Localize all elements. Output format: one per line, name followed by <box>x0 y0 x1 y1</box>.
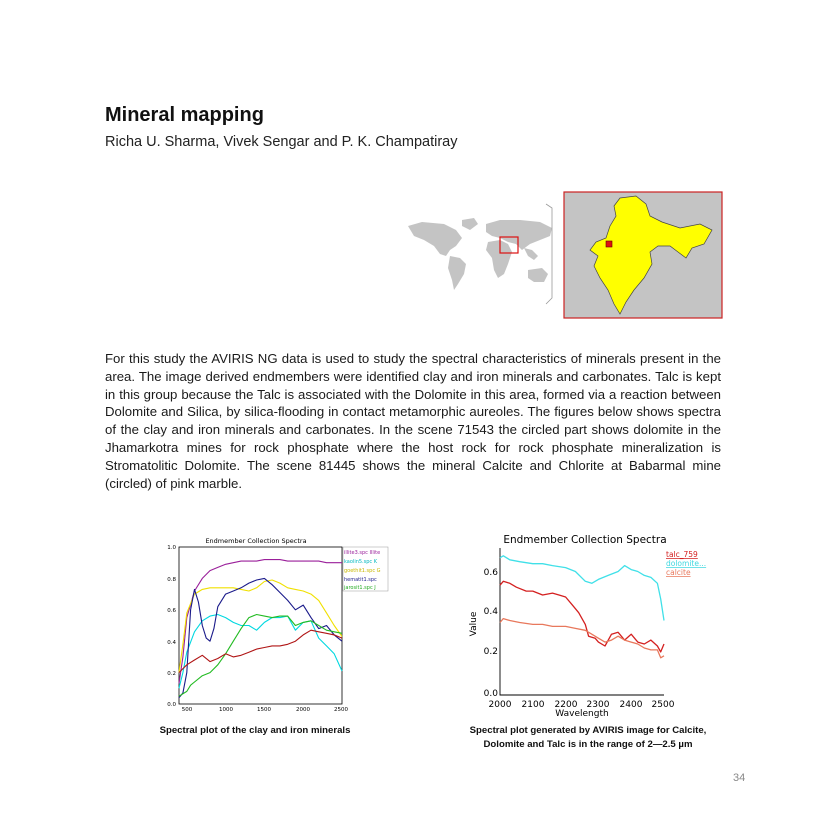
caption-right <box>448 724 728 752</box>
y-tick-label: 1.0 <box>167 545 176 551</box>
x-axis-label: Wavelength <box>555 709 609 719</box>
carbonate-spectra-chart <box>464 528 707 720</box>
y-tick-label: 0.0 <box>483 689 498 699</box>
series-line-4 <box>179 578 342 697</box>
x-tick-label: 2000 <box>296 707 310 713</box>
legend-entry: jarosit1.spc J <box>344 585 376 591</box>
clay-iron-spectra-chart <box>160 534 390 714</box>
series-lines <box>179 560 342 698</box>
x-tick-label: 1500 <box>257 707 271 713</box>
x-tick-label: 1000 <box>219 707 233 713</box>
world-north-america <box>408 222 462 256</box>
legend-entry: calcite <box>666 568 691 577</box>
legend-entry: talc_759 <box>666 550 698 559</box>
study-area-marker <box>606 241 612 247</box>
series-line-2 <box>500 556 664 621</box>
y-tick-label: 0.8 <box>167 577 176 583</box>
x-tick-label: 2000 <box>488 700 512 710</box>
y-axis-label: Value <box>469 611 479 637</box>
y-tick-label: 0.4 <box>483 607 498 617</box>
legend-entry: goethit1.spc G <box>344 568 381 574</box>
series-line-3 <box>500 619 664 658</box>
y-tick-label: 0.4 <box>167 640 176 646</box>
authors: Richa U. Sharma, Vivek Sengar and P. K. Champatiray <box>105 134 458 150</box>
x-tick-label: 2300 <box>586 700 610 710</box>
y-tick-label: 0.6 <box>483 568 498 578</box>
y-tick-label: 0.2 <box>167 671 176 677</box>
india-inset <box>564 192 722 318</box>
plot-frame <box>179 547 342 704</box>
world-map <box>408 218 552 290</box>
legend-entry: dolomite... <box>666 559 707 568</box>
x-tick-label: 2500 <box>651 700 675 710</box>
x-tick-label: 2100 <box>521 700 545 710</box>
chart-title: Endmember Collection Spectra <box>205 537 307 545</box>
axis-ticks <box>484 568 675 710</box>
world-greenland <box>462 218 478 230</box>
world-south-america <box>448 256 466 290</box>
x-tick-label: 2500 <box>334 707 348 713</box>
legend <box>343 547 388 591</box>
series-lines <box>500 556 664 658</box>
series-line-2 <box>179 615 342 689</box>
y-tick-label: 0.2 <box>483 647 498 657</box>
x-tick-label: 2200 <box>554 700 578 710</box>
location-map <box>400 186 730 322</box>
axis-lines <box>500 548 664 695</box>
x-tick-label: 500 <box>181 707 193 713</box>
y-tick-label: 0.0 <box>167 702 176 708</box>
legend-entry: hematit1.spc <box>344 577 377 583</box>
legend-entry: kaolin5.spc K <box>344 559 378 565</box>
leader-line <box>546 204 552 304</box>
body-paragraph: For this study the AVIRIS NG data is used to study the spectral characteristics of minerals present in the area. The image derived endmembers were identified clay and iron minerals and carbonates. Talc is kept in this group because the Talc is associated with the Dolomite in this area, formed via a reaction between Dolomite and Silica, by silica-flooding in contact metamorphic aureoles. The figures below shows spectra of the clay and iron minerals and carbonates. In the scene 71543 the circled part shows dolomite in the Jhamarkotra mines for rock phosphate where the host rock for rock phosphate mineralization is Stromatolitic Dolomite. The scene 81445 shows the mineral Calcite and Chlorite at Babarmal mine (circled) of pink marble. <box>105 351 721 491</box>
x-tick-label: 2400 <box>619 700 643 710</box>
series-line-1 <box>500 581 664 652</box>
page-number: 34 <box>733 772 746 784</box>
legend <box>666 550 706 577</box>
chart-title: Endmember Collection Spectra <box>503 534 667 546</box>
world-southeast-asia <box>524 248 538 260</box>
page-title: Mineral mapping <box>105 104 264 126</box>
series-line-1 <box>179 560 342 684</box>
legend-entry: illite3.spc Illite <box>344 550 381 556</box>
caption-left: Spectral plot of the clay and iron minerals <box>159 725 351 736</box>
world-australia <box>528 268 548 282</box>
world-africa <box>486 240 512 278</box>
caption-right-line-1: Spectral plot generated by AVIRIS image for Calcite, <box>469 725 707 736</box>
caption-right-line-2: Dolomite and Talc is in the range of 2—2.5 µm <box>483 739 693 750</box>
y-tick-label: 0.6 <box>167 608 176 614</box>
